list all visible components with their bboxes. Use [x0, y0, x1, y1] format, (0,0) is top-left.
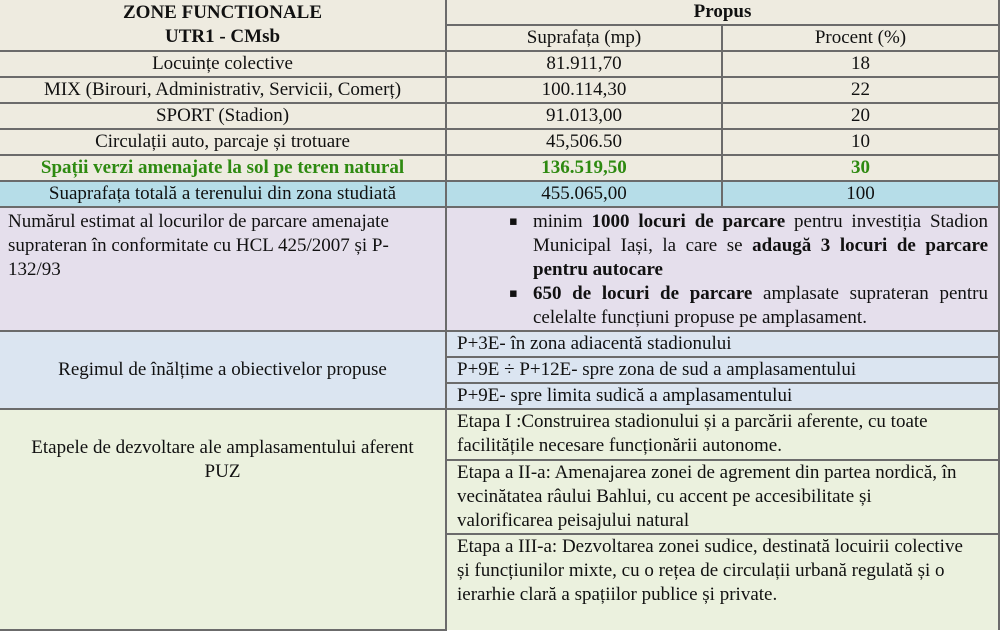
zone-surface: 81.911,70: [446, 51, 722, 77]
table-row: [0, 77, 999, 103]
stage-item: Etapa I :Construirea stadionului și a parcării aferente, cu toate facilitățile necesare funcționării autonome.: [446, 409, 999, 460]
stage-item: Etapa a III-a: Dezvoltarea zonei sudice, destinată locuirii colective și funcțiunilor mixte, cu o rețea de circulații urbană regulată și o ierarhie clară a spațiilor publice și private.: [446, 534, 999, 630]
table-row: [0, 51, 999, 77]
parking-text-bold: 1000 locuri de parcare: [591, 211, 786, 232]
height-regime-row: [0, 331, 999, 357]
stage-item: Etapa a II-a: Amenajarea zonei de agrement din partea nordică, în vecinătatea râului Bahlui, cu accent pe accesibilitate și valorificarea peisajului natural: [446, 460, 999, 534]
zone-label: Circulații auto, parcaje și trotuare: [0, 129, 446, 155]
parking-details: [446, 207, 999, 331]
height-regime-item: P+9E- spre limita sudică a amplasamentului: [446, 383, 999, 409]
square-bullet-icon: ▪: [509, 214, 518, 229]
zone-label: MIX (Birouri, Administrativ, Servicii, Comerț): [0, 77, 446, 103]
zone-percent: 22: [722, 77, 999, 103]
total-row: [0, 181, 999, 207]
zone-label: Spații verzi amenajate la sol pe teren natural: [0, 155, 446, 181]
parking-text: pentru investiția Stadion Municipal Iași, la care se: [533, 211, 989, 256]
parking-text-bold: adaugă 3 locuri de parcare pentru autocare: [533, 235, 989, 280]
parking-row: [0, 207, 999, 331]
zone-percent: 20: [722, 103, 999, 129]
zone-surface: 100.114,30: [446, 77, 722, 103]
zone-percent: 10: [722, 129, 999, 155]
zone-label: Locuințe colective: [0, 51, 446, 77]
height-regime-item: P+3E- în zona adiacentă stadionului: [446, 331, 999, 357]
zones-title: ZONE FUNCTIONALE: [123, 2, 322, 23]
table-row: [0, 103, 999, 129]
parking-item: [453, 210, 988, 282]
parking-list: [453, 210, 988, 330]
square-bullet-icon: ▪: [509, 286, 518, 301]
header-row-1: [0, 0, 999, 25]
zone-label: SPORT (Stadion): [0, 103, 446, 129]
parking-text: amplasate suprateran pentru celelalte funcțiuni propuse pe amplasament.: [533, 283, 988, 328]
parking-text: minim: [533, 211, 592, 232]
zones-subtitle: UTR1 - CMsb: [164, 26, 281, 47]
total-percent: 100: [722, 181, 999, 207]
propus-header: Propus: [446, 0, 999, 25]
stages-row: [0, 409, 999, 460]
parking-item: [453, 282, 988, 330]
total-label: Suaprafața totală a terenului din zona studiată: [0, 181, 446, 207]
zone-surface: 45,506.50: [446, 129, 722, 155]
total-surface: 455.065,00: [446, 181, 722, 207]
parking-text-bold: 650 de locuri de parcare: [533, 283, 753, 304]
table-row: [0, 129, 999, 155]
stages-label: Etapele de dezvoltare ale amplasamentului aferent PUZ: [0, 409, 446, 630]
zone-surface: 91.013,00: [446, 103, 722, 129]
height-regime-item: P+9E ÷ P+12E- spre zona de sud a amplasamentului: [446, 357, 999, 383]
surface-column-header: Suprafața (mp): [446, 25, 722, 51]
height-regime-label: Regimul de înălțime a obiectivelor propuse: [0, 331, 446, 409]
parking-label: Numărul estimat al locurilor de parcare amenajate suprateran în conformitate cu HCL 425/2007 și P-132/93: [0, 207, 446, 331]
zone-percent: 18: [722, 51, 999, 77]
table-row-green-spaces: [0, 155, 999, 181]
percent-column-header: Procent (%): [722, 25, 999, 51]
zones-header-cell: [0, 0, 446, 51]
zone-percent: 30: [722, 155, 999, 181]
zone-surface: 136.519,50: [446, 155, 722, 181]
